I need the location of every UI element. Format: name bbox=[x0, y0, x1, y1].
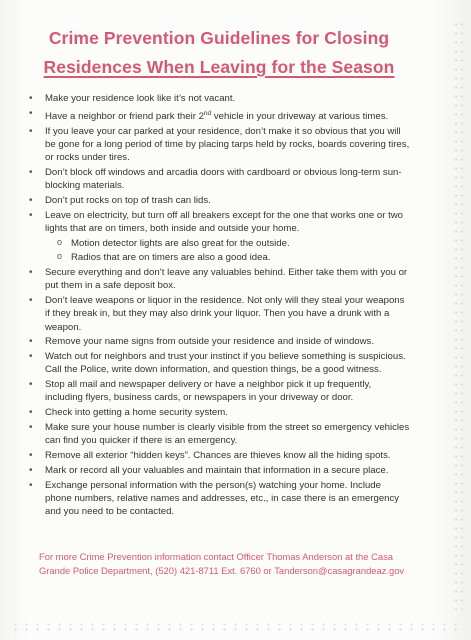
guideline-text: Check into getting a home security system. bbox=[45, 407, 228, 419]
guideline-text: Remove all exterior “hidden keys”. Chances are thieves know all the hiding spots. bbox=[45, 449, 391, 461]
guideline-text: vehicle in your driveway at various times. bbox=[211, 110, 389, 122]
title-line-2: Residences When Leaving for the Season bbox=[43, 57, 395, 77]
list-item bbox=[28, 294, 410, 334]
list-item bbox=[28, 449, 410, 462]
guidelines-list bbox=[28, 92, 410, 520]
guideline-text: Remove your name signs from outside your residence and inside of windows. bbox=[45, 336, 375, 348]
contact-footer: For more Crime Prevention information contact Officer Thomas Anderson at the Casa Grande Police Department, (520) 421-8711 Ext. 6760 or Tanderson@casagrandeaz.gov bbox=[39, 551, 405, 576]
list-item bbox=[28, 209, 410, 265]
title-line-1: Crime Prevention Guidelines for Closing bbox=[48, 28, 390, 48]
guideline-text: Don’t put rocks on top of trash can lids. bbox=[45, 194, 211, 206]
guideline-text: Have a neighbor or friend park their 2 bbox=[45, 110, 204, 122]
perforated-right-edge bbox=[453, 20, 467, 610]
guideline-text: Don’t leave weapons or liquor in the residence. Not only will they steal your weapons if they break in, but they may also drink your liquor. Then you have a drunk with a weapon. bbox=[45, 295, 405, 333]
list-item bbox=[28, 166, 410, 192]
guideline-text: Secure everything and don’t leave any valuables behind. Either take them with you or put them in a safe deposit box. bbox=[45, 267, 408, 292]
guideline-text: Mark or record all your valuables and maintain that information in a secure place. bbox=[45, 464, 389, 476]
list-item bbox=[28, 107, 410, 123]
list-item bbox=[28, 266, 410, 292]
list-item bbox=[28, 464, 410, 477]
guideline-text: Watch out for neighbors and trust your instinct if you believe something is suspicious. Call the Police, write down information, and question things, be a good witness. bbox=[45, 351, 406, 376]
sub-list-item: o Radios that are on timers are also a good idea. bbox=[45, 251, 410, 264]
list-item bbox=[28, 335, 410, 348]
list-item bbox=[28, 92, 410, 105]
guideline-text: Make sure your house number is clearly visible from the street so emergency vehicles can find you quicker if there is an emergency. bbox=[45, 421, 410, 447]
list-item bbox=[28, 378, 410, 404]
guideline-text: Don’t block off windows and arcadia doors with cardboard or obvious long-term sun-blocking materials. bbox=[45, 166, 402, 192]
sub-list-item: o Motion detector lights are also great for the outside. bbox=[45, 237, 410, 250]
list-item bbox=[28, 479, 410, 519]
ordinal-suffix: nd bbox=[203, 109, 212, 117]
list-item bbox=[28, 406, 410, 419]
list-item bbox=[28, 194, 410, 207]
guideline-text: Stop all mail and newspaper delivery or have a neighbor pick it up frequently, including flyers, business cards, or newspapers in your driveway or door. bbox=[45, 379, 372, 404]
sub-list bbox=[45, 237, 410, 264]
list-item bbox=[28, 421, 410, 447]
guideline-text: Exchange personal information with the person(s) watching your home. Include phone numbers, relative names and addresses, etc., in case there is an emergency and you need to be contacted. bbox=[45, 479, 400, 517]
perforated-bottom-edge bbox=[10, 622, 460, 634]
guideline-text: If you leave your car parked at your residence, don’t make it so obvious that you will be gone for a long period of time by placing tarps held by rocks, boards covering tires, or rocks under tires. bbox=[45, 125, 410, 164]
guideline-text: Leave on electricity, but turn off all breakers except for the one that works one or two lights that are on timers, both inside and outside your home. bbox=[45, 209, 404, 234]
list-item bbox=[28, 350, 410, 376]
list-item bbox=[28, 125, 410, 165]
guideline-text: Make your residence look like it’s not vacant. bbox=[45, 93, 236, 104]
